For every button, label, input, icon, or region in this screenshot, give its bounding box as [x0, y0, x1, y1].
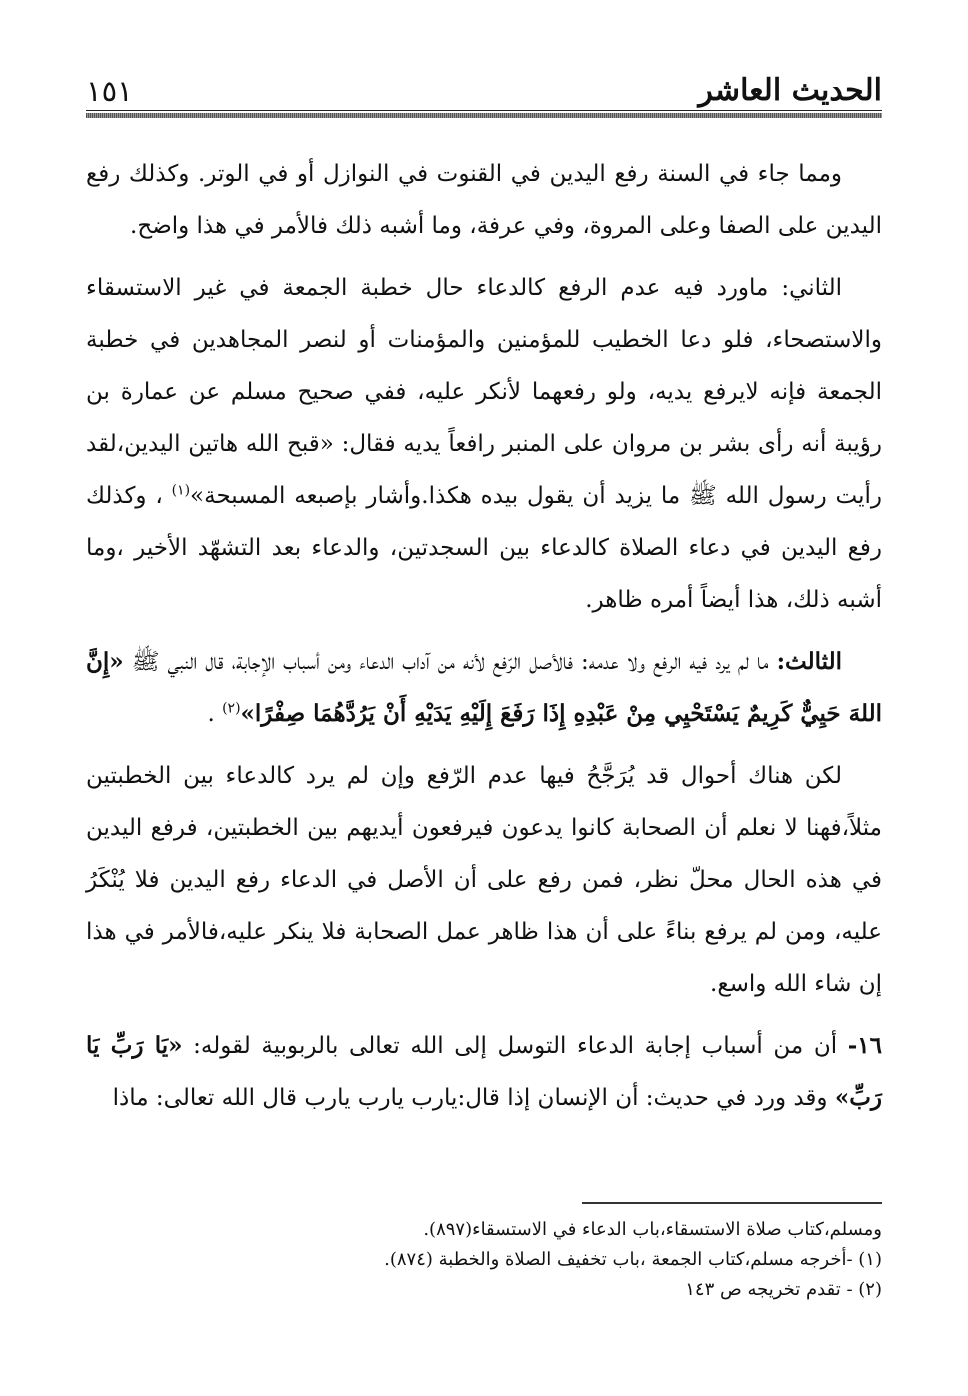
- footnote-separator: [582, 1202, 882, 1204]
- footnotes: [86, 1215, 882, 1305]
- dua-quote: «يَا رَبِّ يَا رَبِّ»: [86, 1032, 882, 1111]
- item-number: ١٦-: [847, 1032, 882, 1059]
- paragraph-5-text-a: أن من أسباب إجابة الدعاء التوسل إلى الله تعالى بالربوبية لقوله:: [182, 1033, 848, 1059]
- paragraph-3: [86, 636, 882, 740]
- footnote-ref-1: (١): [171, 482, 191, 499]
- paragraph-3-text-b: .: [207, 701, 223, 727]
- section-label-third: الثالث:: [776, 648, 842, 675]
- page-header: [86, 62, 882, 106]
- footnote-2: (٢) - تقدم تخريجه ص ١٤٣: [685, 1279, 882, 1300]
- body-text: [86, 148, 882, 1134]
- paragraph-3-text-a: ما لم يرد فيه الرفع ولا عدمه: فالأصل الرّفع لأنه من آداب الدعاء ومن أسباب الإجابة، قال النبي ﷺ: [123, 649, 777, 675]
- paragraph-1: ومما جاء في السنة رفع اليدين في القنوت في النوازل أو في الوتر. وكذلك رفع اليدين على الصفا وعلى المروة، وفي عرفة، وما أشبه ذلك فالأمر في هذا واضح.: [86, 161, 882, 239]
- paragraph-5-text-b: وقد ورد في حديث: أن الإنسان إذا قال:يارب يارب يارب قال الله تعالى: ماذا: [112, 1085, 835, 1111]
- chapter-title: الحديث العاشر: [698, 73, 882, 108]
- header-rule-hatched: [86, 113, 882, 118]
- footnote-continued: ومسلم،كتاب صلاة الاستسقاء،باب الدعاء في الاستسقاء(٨٩٧).: [423, 1219, 882, 1240]
- paragraph-2-text-a: الثاني: ماورد فيه عدم الرفع كالدعاء حال خطبة الجمعة في غير الاستسقاء والاستصحاء، فلو دعا الخطيب للمؤمنين والمؤمنات أو لنصر المجاهدين في خطبة الجمعة فإنه لايرفع يديه، ولو رفعهما لأنكر عليه، ففي صحيح مسلم عن عمارة بن رؤيبة أنه رأى بشر بن مروان على المنبر رافعاً يديه فقال: «قبح الله هاتين اليدين،لقد رأيت رسول الله ﷺ ما يزيد أن يقول بيده هكذا.وأشار بإصبعه المسبحة»: [86, 275, 883, 509]
- paragraph-2-text-b: ، وكذلك رفع اليدين في دعاء الصلاة كالدعاء بين السجدتين، والدعاء بعد التشهّد الأخير ،وما أشبه ذلك، هذا أيضاً أمره ظاهر.: [86, 483, 882, 613]
- footnote-1: (١) -أخرجه مسلم،كتاب الجمعة ،باب تخفيف الصلاة والخطبة (٨٧٤).: [384, 1249, 882, 1270]
- header-rule: [86, 110, 882, 111]
- hadith-quote: «إِنَّ اللهَ حَيِيٌّ كَرِيمٌ يَسْتَحْيِي مِنْ عَبْدِهِ إِذَا رَفَعَ إِلَيْهِ يَدَيْهِ أَنْ يَرُدَّهُمَا صِفْرًا»: [86, 648, 882, 727]
- paragraph-4: لكن هناك أحوال قد يُرَجَّحُ فيها عدم الرّفع وإن لم يرد كالدعاء بين الخطبتين مثلاً،فهنا لا نعلم أن الصحابة كانوا يدعون فيرفعون أيديهم بين الخطبتين، فرفع اليدين في هذه الحال محلّ نظر، فمن رفع على أن الأصل في الدعاء رفع اليدين فلا يُنْكَرُ عليه، ومن لم يرفع بناءً على أن هذا ظاهر عمل الصحابة فلا ينكر عليه،فالأمر في هذا إن شاء الله واسع.: [86, 763, 882, 997]
- footnote-ref-2: (٢): [222, 700, 241, 717]
- paragraph-5: [86, 1020, 882, 1124]
- page-number: ١٥١: [86, 74, 133, 108]
- paragraph-2: [86, 262, 882, 626]
